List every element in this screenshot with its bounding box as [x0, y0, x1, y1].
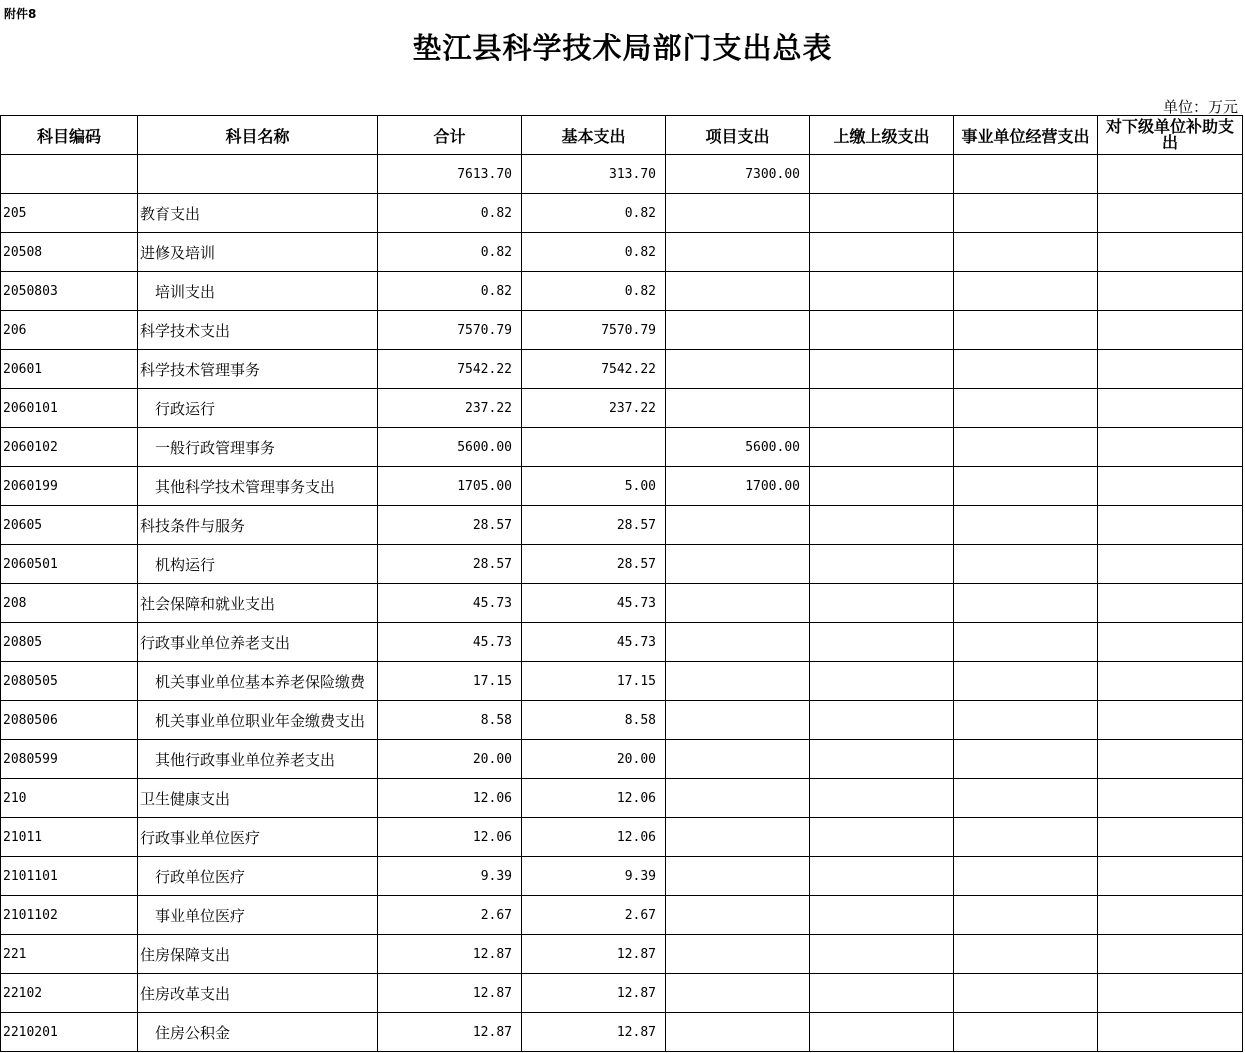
- cell-upper: [810, 1013, 954, 1052]
- cell-upper: [810, 857, 954, 896]
- cell-total: 0.82: [378, 233, 522, 272]
- cell-business: [954, 311, 1098, 350]
- cell-project: [666, 389, 810, 428]
- cell-upper: [810, 545, 954, 584]
- cell-total: 12.87: [378, 1013, 522, 1052]
- cell-subsidy: [1098, 857, 1243, 896]
- cell-project: [666, 584, 810, 623]
- table-body: [1, 155, 1243, 1052]
- cell-business: [954, 1013, 1098, 1052]
- cell-total: 17.15: [378, 662, 522, 701]
- table-row: [1, 272, 1243, 311]
- cell-project: [666, 194, 810, 233]
- cell-name: 机关事业单位职业年金缴费支出: [138, 701, 378, 740]
- cell-project: [666, 311, 810, 350]
- cell-business: [954, 623, 1098, 662]
- cell-code: 21011: [1, 818, 138, 857]
- cell-subsidy: [1098, 428, 1243, 467]
- cell-subsidy: [1098, 779, 1243, 818]
- cell-upper: [810, 818, 954, 857]
- cell-subsidy: [1098, 506, 1243, 545]
- cell-total: 0.82: [378, 272, 522, 311]
- cell-code: 22102: [1, 974, 138, 1013]
- table-row: [1, 233, 1243, 272]
- cell-code: 2210201: [1, 1013, 138, 1052]
- table-row: [1, 740, 1243, 779]
- cell-code: 2101102: [1, 896, 138, 935]
- cell-project: [666, 935, 810, 974]
- cell-name: 行政事业单位养老支出: [138, 623, 378, 662]
- cell-subsidy: [1098, 389, 1243, 428]
- cell-subsidy: [1098, 584, 1243, 623]
- cell-business: [954, 545, 1098, 584]
- cell-upper: [810, 701, 954, 740]
- cell-basic: 0.82: [522, 194, 666, 233]
- cell-business: [954, 701, 1098, 740]
- cell-subsidy: [1098, 194, 1243, 233]
- cell-upper: [810, 779, 954, 818]
- cell-upper: [810, 233, 954, 272]
- cell-business: [954, 155, 1098, 194]
- column-header-project: 项目支出: [666, 116, 810, 155]
- cell-subsidy: [1098, 467, 1243, 506]
- cell-total: 20.00: [378, 740, 522, 779]
- cell-subsidy: [1098, 233, 1243, 272]
- table-row: [1, 467, 1243, 506]
- cell-upper: [810, 428, 954, 467]
- cell-upper: [810, 467, 954, 506]
- cell-total: 7542.22: [378, 350, 522, 389]
- cell-total: 8.58: [378, 701, 522, 740]
- cell-project: 7300.00: [666, 155, 810, 194]
- cell-name: 住房公积金: [138, 1013, 378, 1052]
- cell-code: 2080599: [1, 740, 138, 779]
- cell-upper: [810, 155, 954, 194]
- cell-total: 28.57: [378, 545, 522, 584]
- cell-subsidy: [1098, 311, 1243, 350]
- cell-project: [666, 623, 810, 662]
- cell-name: 其他行政事业单位养老支出: [138, 740, 378, 779]
- cell-subsidy: [1098, 350, 1243, 389]
- cell-code: 210: [1, 779, 138, 818]
- cell-business: [954, 506, 1098, 545]
- cell-name: 行政单位医疗: [138, 857, 378, 896]
- table-row: [1, 155, 1243, 194]
- cell-name: 其他科学技术管理事务支出: [138, 467, 378, 506]
- cell-upper: [810, 272, 954, 311]
- cell-basic: 28.57: [522, 506, 666, 545]
- cell-total: 2.67: [378, 896, 522, 935]
- cell-project: [666, 506, 810, 545]
- cell-subsidy: [1098, 155, 1243, 194]
- column-header-name: 科目名称: [138, 116, 378, 155]
- cell-basic: 237.22: [522, 389, 666, 428]
- cell-project: [666, 701, 810, 740]
- cell-code: 20605: [1, 506, 138, 545]
- cell-upper: [810, 662, 954, 701]
- cell-name: 教育支出: [138, 194, 378, 233]
- cell-upper: [810, 896, 954, 935]
- cell-total: 0.82: [378, 194, 522, 233]
- cell-project: [666, 974, 810, 1013]
- cell-code: 2060102: [1, 428, 138, 467]
- table-row: [1, 1013, 1243, 1052]
- column-header-total: 合计: [378, 116, 522, 155]
- table-row: [1, 194, 1243, 233]
- table-row: [1, 974, 1243, 1013]
- cell-business: [954, 974, 1098, 1013]
- cell-upper: [810, 311, 954, 350]
- cell-upper: [810, 935, 954, 974]
- cell-business: [954, 779, 1098, 818]
- cell-upper: [810, 974, 954, 1013]
- table-row: [1, 506, 1243, 545]
- table-row: [1, 623, 1243, 662]
- cell-code: 221: [1, 935, 138, 974]
- cell-basic: 313.70: [522, 155, 666, 194]
- cell-code: 20805: [1, 623, 138, 662]
- cell-subsidy: [1098, 272, 1243, 311]
- cell-basic: 7570.79: [522, 311, 666, 350]
- cell-subsidy: [1098, 1013, 1243, 1052]
- cell-project: [666, 896, 810, 935]
- table-row: [1, 896, 1243, 935]
- cell-basic: 5.00: [522, 467, 666, 506]
- cell-subsidy: [1098, 974, 1243, 1013]
- cell-subsidy: [1098, 896, 1243, 935]
- cell-code: [1, 155, 138, 194]
- cell-project: [666, 233, 810, 272]
- cell-name: 进修及培训: [138, 233, 378, 272]
- cell-business: [954, 857, 1098, 896]
- cell-basic: 0.82: [522, 233, 666, 272]
- cell-business: [954, 467, 1098, 506]
- cell-code: 2060199: [1, 467, 138, 506]
- cell-business: [954, 350, 1098, 389]
- cell-code: 2050803: [1, 272, 138, 311]
- cell-basic: 8.58: [522, 701, 666, 740]
- table-row: [1, 779, 1243, 818]
- cell-basic: 12.87: [522, 1013, 666, 1052]
- header-row: [1, 116, 1243, 155]
- table-row: [1, 350, 1243, 389]
- table-row: [1, 662, 1243, 701]
- cell-upper: [810, 584, 954, 623]
- cell-name: 事业单位医疗: [138, 896, 378, 935]
- cell-total: 12.87: [378, 974, 522, 1013]
- cell-project: [666, 662, 810, 701]
- cell-code: 2101101: [1, 857, 138, 896]
- cell-upper: [810, 623, 954, 662]
- cell-code: 208: [1, 584, 138, 623]
- cell-name: 住房保障支出: [138, 935, 378, 974]
- cell-total: 237.22: [378, 389, 522, 428]
- cell-basic: 17.15: [522, 662, 666, 701]
- cell-subsidy: [1098, 623, 1243, 662]
- cell-business: [954, 896, 1098, 935]
- attachment-label: 附件8: [4, 7, 37, 21]
- cell-upper: [810, 506, 954, 545]
- table-row: [1, 935, 1243, 974]
- cell-subsidy: [1098, 662, 1243, 701]
- cell-business: [954, 584, 1098, 623]
- cell-subsidy: [1098, 701, 1243, 740]
- table-row: [1, 818, 1243, 857]
- cell-basic: [522, 428, 666, 467]
- cell-total: 1705.00: [378, 467, 522, 506]
- cell-total: 5600.00: [378, 428, 522, 467]
- cell-code: 205: [1, 194, 138, 233]
- cell-name: 机构运行: [138, 545, 378, 584]
- table-row: [1, 857, 1243, 896]
- cell-business: [954, 428, 1098, 467]
- cell-project: [666, 350, 810, 389]
- table-row: [1, 584, 1243, 623]
- cell-basic: 28.57: [522, 545, 666, 584]
- cell-basic: 9.39: [522, 857, 666, 896]
- cell-upper: [810, 350, 954, 389]
- cell-name: 科技条件与服务: [138, 506, 378, 545]
- cell-project: [666, 818, 810, 857]
- cell-basic: 20.00: [522, 740, 666, 779]
- cell-total: 7570.79: [378, 311, 522, 350]
- cell-business: [954, 389, 1098, 428]
- cell-subsidy: [1098, 818, 1243, 857]
- cell-total: 12.87: [378, 935, 522, 974]
- cell-project: [666, 545, 810, 584]
- unit-label: 单位：万元: [1162, 98, 1238, 116]
- cell-total: 7613.70: [378, 155, 522, 194]
- cell-subsidy: [1098, 545, 1243, 584]
- cell-basic: 12.87: [522, 974, 666, 1013]
- cell-upper: [810, 389, 954, 428]
- cell-total: 28.57: [378, 506, 522, 545]
- column-header-subsidy: 对下级单位补助支出: [1098, 116, 1243, 155]
- cell-project: [666, 779, 810, 818]
- cell-total: 9.39: [378, 857, 522, 896]
- cell-code: 2060501: [1, 545, 138, 584]
- cell-basic: 12.87: [522, 935, 666, 974]
- cell-name: [138, 155, 378, 194]
- cell-code: 2080505: [1, 662, 138, 701]
- cell-basic: 45.73: [522, 623, 666, 662]
- cell-name: 住房改革支出: [138, 974, 378, 1013]
- cell-project: [666, 857, 810, 896]
- cell-name: 一般行政管理事务: [138, 428, 378, 467]
- cell-name: 卫生健康支出: [138, 779, 378, 818]
- cell-name: 培训支出: [138, 272, 378, 311]
- column-header-code: 科目编码: [1, 116, 138, 155]
- cell-basic: 12.06: [522, 779, 666, 818]
- cell-project: [666, 272, 810, 311]
- cell-business: [954, 935, 1098, 974]
- cell-code: 20601: [1, 350, 138, 389]
- cell-name: 行政事业单位医疗: [138, 818, 378, 857]
- cell-basic: 12.06: [522, 818, 666, 857]
- table-row: [1, 701, 1243, 740]
- cell-name: 社会保障和就业支出: [138, 584, 378, 623]
- cell-upper: [810, 740, 954, 779]
- cell-business: [954, 740, 1098, 779]
- cell-code: 206: [1, 311, 138, 350]
- cell-total: 45.73: [378, 584, 522, 623]
- cell-code: 2060101: [1, 389, 138, 428]
- cell-subsidy: [1098, 935, 1243, 974]
- cell-business: [954, 233, 1098, 272]
- cell-business: [954, 272, 1098, 311]
- cell-project: [666, 1013, 810, 1052]
- cell-total: 12.06: [378, 779, 522, 818]
- cell-basic: 2.67: [522, 896, 666, 935]
- cell-basic: 45.73: [522, 584, 666, 623]
- cell-name: 科学技术支出: [138, 311, 378, 350]
- cell-subsidy: [1098, 740, 1243, 779]
- cell-code: 2080506: [1, 701, 138, 740]
- table-row: [1, 389, 1243, 428]
- cell-business: [954, 662, 1098, 701]
- cell-business: [954, 194, 1098, 233]
- cell-total: 12.06: [378, 818, 522, 857]
- cell-total: 45.73: [378, 623, 522, 662]
- cell-basic: 0.82: [522, 272, 666, 311]
- cell-name: 机关事业单位基本养老保险缴费: [138, 662, 378, 701]
- cell-business: [954, 818, 1098, 857]
- cell-name: 科学技术管理事务: [138, 350, 378, 389]
- cell-upper: [810, 194, 954, 233]
- table-row: [1, 311, 1243, 350]
- cell-project: 1700.00: [666, 467, 810, 506]
- cell-project: [666, 740, 810, 779]
- cell-project: 5600.00: [666, 428, 810, 467]
- cell-name: 行政运行: [138, 389, 378, 428]
- column-header-basic: 基本支出: [522, 116, 666, 155]
- cell-code: 20508: [1, 233, 138, 272]
- page-title: 垫江县科学技术局部门支出总表: [412, 31, 833, 65]
- table-row: [1, 428, 1243, 467]
- column-header-upper: 上缴上级支出: [810, 116, 954, 155]
- expenditure-table: [0, 115, 1243, 1052]
- table-row: [1, 545, 1243, 584]
- cell-basic: 7542.22: [522, 350, 666, 389]
- column-header-business: 事业单位经营支出: [954, 116, 1098, 155]
